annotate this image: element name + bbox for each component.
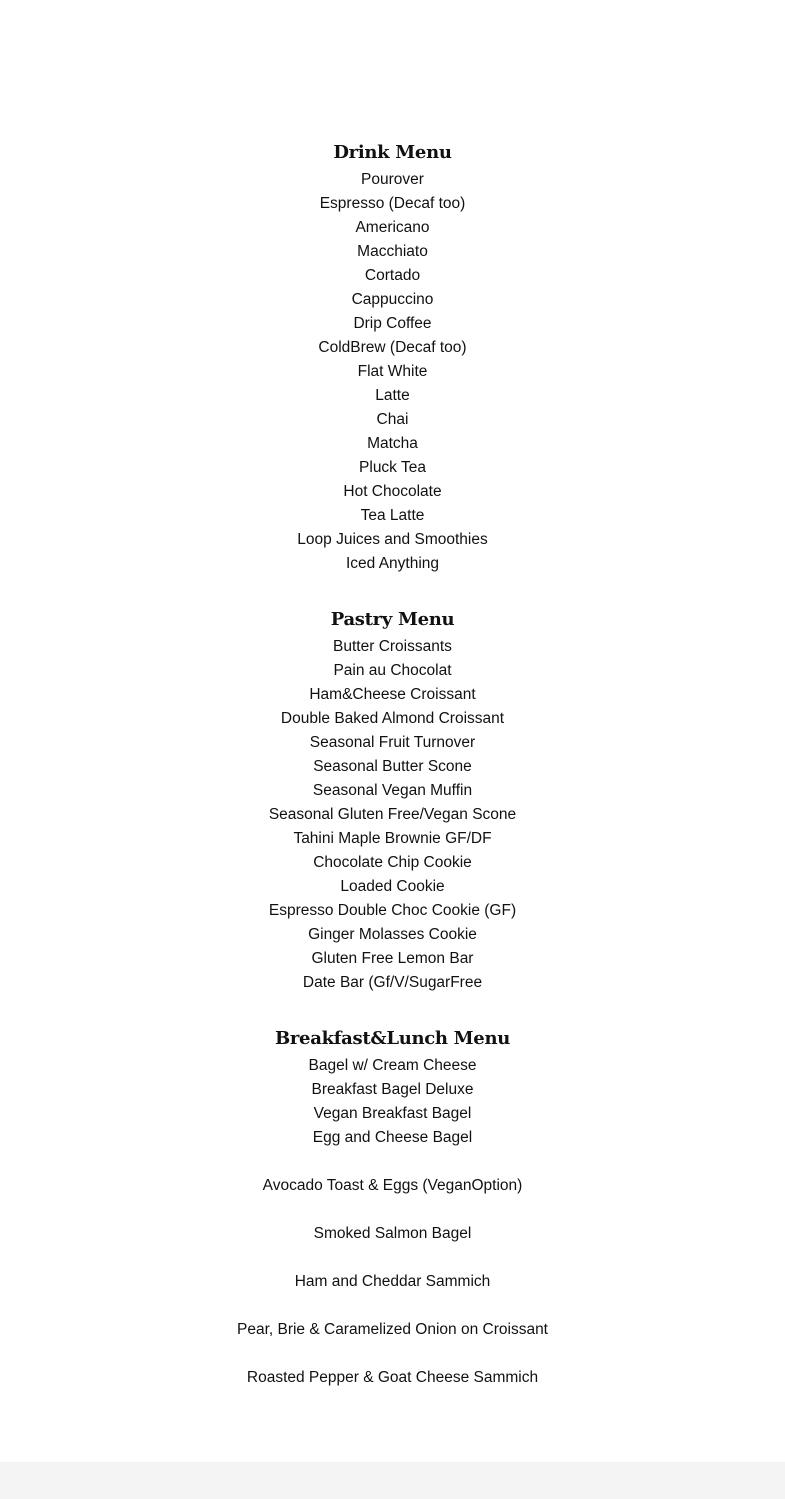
pastry-item: Butter Croissants xyxy=(333,638,452,655)
breakfast-lunch-item: Vegan Breakfast Bagel xyxy=(313,1105,472,1122)
pastry-item: Seasonal Vegan Muffin xyxy=(312,782,473,799)
pastry-item: Date Bar (Gf/V/SugarFree xyxy=(302,974,483,991)
drink-item: Americano xyxy=(355,219,430,236)
breakfast-lunch-menu-section xyxy=(0,1027,785,1390)
breakfast-lunch-menu-title: Breakfast&Lunch Menu xyxy=(274,1028,511,1049)
drink-item: Iced Anything xyxy=(345,555,440,572)
drink-item: Flat White xyxy=(357,363,428,380)
drink-menu-section xyxy=(0,141,785,576)
pastry-item: Seasonal Fruit Turnover xyxy=(309,734,476,751)
pastry-item: Espresso Double Choc Cookie (GF) xyxy=(268,902,517,919)
pastry-menu-section xyxy=(0,608,785,995)
pastry-item: Chocolate Chip Cookie xyxy=(313,854,472,871)
drink-item: Hot Chocolate xyxy=(343,483,442,500)
drink-item: Chai xyxy=(376,411,409,428)
drink-item: Cappuccino xyxy=(351,291,434,308)
drink-item: Matcha xyxy=(367,435,418,452)
drink-item: Drip Coffee xyxy=(353,315,432,332)
drink-item: Macchiato xyxy=(357,243,428,260)
footer-bar xyxy=(0,1462,785,1499)
drink-item: Cortado xyxy=(364,267,421,284)
pastry-item: Gluten Free Lemon Bar xyxy=(311,950,474,967)
drink-item: ColdBrew (Decaf too) xyxy=(318,339,467,356)
drink-item: Tea Latte xyxy=(360,507,425,524)
pastry-item: Seasonal Butter Scone xyxy=(313,758,472,775)
drink-item: Latte xyxy=(375,387,410,404)
breakfast-lunch-item: Egg and Cheese Bagel xyxy=(312,1129,473,1146)
pastry-item: Tahini Maple Brownie GF/DF xyxy=(293,830,492,847)
drink-menu-title: Drink Menu xyxy=(333,142,452,163)
breakfast-lunch-item: Smoked Salmon Bagel xyxy=(313,1225,472,1242)
breakfast-lunch-item: Pear, Brie & Caramelized Onion on Croissant xyxy=(236,1321,548,1338)
pastry-menu-title: Pastry Menu xyxy=(330,609,455,630)
drink-item: Loop Juices and Smoothies xyxy=(297,531,488,548)
pastry-item: Double Baked Almond Croissant xyxy=(280,710,505,727)
breakfast-lunch-item: Ham and Cheddar Sammich xyxy=(294,1273,491,1290)
pastry-item: Ham&Cheese Croissant xyxy=(309,686,476,703)
breakfast-lunch-item: Roasted Pepper & Goat Cheese Sammich xyxy=(246,1369,539,1386)
pastry-item: Seasonal Gluten Free/Vegan Scone xyxy=(268,806,517,823)
breakfast-lunch-item: Avocado Toast & Eggs (VeganOption) xyxy=(262,1177,523,1194)
pastry-item: Loaded Cookie xyxy=(340,878,445,895)
drink-item: Espresso (Decaf too) xyxy=(319,195,466,212)
pastry-item: Ginger Molasses Cookie xyxy=(308,926,477,943)
breakfast-lunch-item: Bagel w/ Cream Cheese xyxy=(308,1057,477,1074)
breakfast-lunch-item: Breakfast Bagel Deluxe xyxy=(311,1081,474,1098)
drink-item: Pourover xyxy=(361,171,424,188)
drink-item: Pluck Tea xyxy=(359,459,426,476)
pastry-item: Pain au Chocolat xyxy=(333,662,452,679)
